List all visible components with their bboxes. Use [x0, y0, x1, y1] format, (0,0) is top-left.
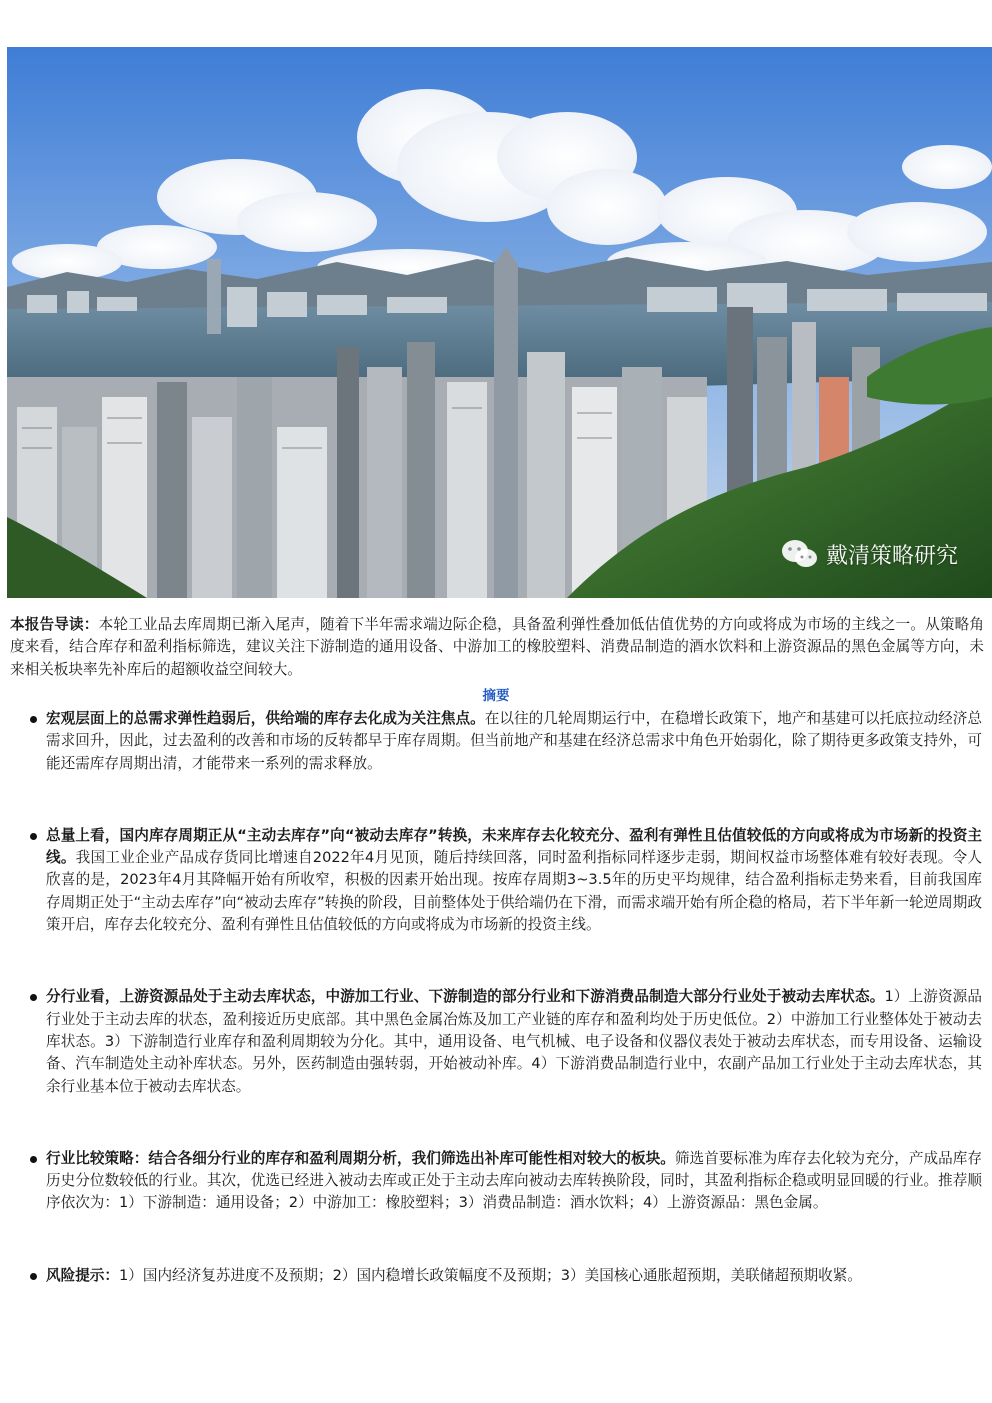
bullet-heading: 总量上看，国内库存周期正从“主动去库存”向“被动去库存”转换，未来库存去化较充分、盈利有弹性且估值较低的方向或将成为市场新的投资主线。	[46, 826, 982, 867]
list-item	[28, 1265, 982, 1287]
bullet-text: 我国工业企业产品成存货同比增速自2022年4月见顶，随后持续回落，同时盈利指标同样逐步走弱，期间权益市场整体难有较好表现。令人欣喜的是，2023年4月其降幅开始有所收窄，积极的因素开始出现。按库存周期3~3.5年的历史平均规律，结合盈利指标走势来看，目前我国库存周期正处于“主动去库存”向“被动去库存”转换的阶段，目前整体处于供给端仍在下滑，而需求端开始有所企稳的格局，若下半年新一轮逆周期政策开启，库存去化较充分、盈利有弹性且估值较低的方向或将成为市场新的投资主线。	[46, 849, 982, 934]
watermark	[780, 538, 958, 570]
list-item	[28, 1148, 982, 1215]
bullet-text: 1）上游资源品行业处于主动去库的状态，盈利接近历史底部。其中黑色金属冶炼及加工产业链的库存和盈利均处于历史低位。2）中游加工行业整体处于被动去库状态。3）下游制造行业库存和盈利周期较为分化。其中，通用设备、电气机械、电子设备和仪器仪表处于被动去库状态，而专用设备、运输设备、汽车制造处主动补库状态。另外，医药制造由强转弱，开始被动补库。4）下游消费品制造行业中，农副产品加工行业处于主动去库状态，其余行业基本位于被动去库状态。	[46, 988, 982, 1095]
summary-list	[28, 708, 982, 1287]
bullet-heading: 分行业看，上游资源品处于主动去库状态，中游加工行业、下游制造的部分行业和下游消费品制造大部分行业处于被动去库状态。	[46, 988, 885, 1006]
bullet-heading: 行业比较策略：结合各细分行业的库存和盈利周期分析，我们筛选出补库可能性相对较大的板块。	[46, 1149, 675, 1167]
list-item	[28, 986, 982, 1097]
abstract-title: 摘要	[482, 688, 510, 704]
bullet-text: 1）国内经济复苏进度不及预期；2）国内稳增长政策幅度不及预期；3）美国核心通胀超预期，美联储超预期收紧。	[118, 1266, 862, 1284]
list-item	[28, 825, 982, 936]
bullet-heading: 风险提示：	[46, 1266, 119, 1284]
list-item	[28, 708, 982, 775]
report-intro	[10, 614, 984, 681]
intro-text: 本轮工业品去库周期已渐入尾声，随着下半年需求端边际企稳，具备盈利弹性叠加低估值优势的方向或将成为市场的主线之一。从策略角度来看，结合库存和盈利指标筛选，建议关注下游制造的通用设备、中游加工的橡胶塑料、消费品制造的酒水饮料和上游资源品的黑色金属等方向，未来相关板块率先补库后的超额收益空间较大。	[10, 616, 984, 678]
bullet-text: 筛选首要标准为库存去化较为充分，产成品库存历史分位数较低的行业。其次，优选已经进入被动去库或正处于主动去库向被动去库转换阶段，同时，其盈利指标企稳或明显回暖的行业。推荐顺序依次为：1）下游制造：通用设备；2）中游加工：橡胶塑料；3）消费品制造：酒水饮料；4）上游资源品：黑色金属。	[46, 1149, 982, 1212]
tower-ifc	[494, 265, 518, 598]
bullet-text: 在以往的几轮周期运行中，在稳增长政策下，地产和基建可以托底拉动经济总需求回升，因此，过去盈利的改善和市场的反转都早于库存周期。但当前地产和基建在经济总需求中角色开始弱化，除了期待更多政策支持外，可能还需库存周期出清，才能带来一系列的需求释放。	[46, 710, 982, 772]
city-skyline-illustration	[7, 47, 992, 598]
hero-photo	[7, 47, 992, 598]
wechat-icon	[780, 538, 820, 570]
intro-lead: 本报告导读：	[10, 616, 99, 633]
bullet-heading: 宏观层面上的总需求弹性趋弱后，供给端的库存去化成为关注焦点。	[46, 710, 485, 727]
watermark-text: 戴清策略研究	[825, 543, 958, 569]
